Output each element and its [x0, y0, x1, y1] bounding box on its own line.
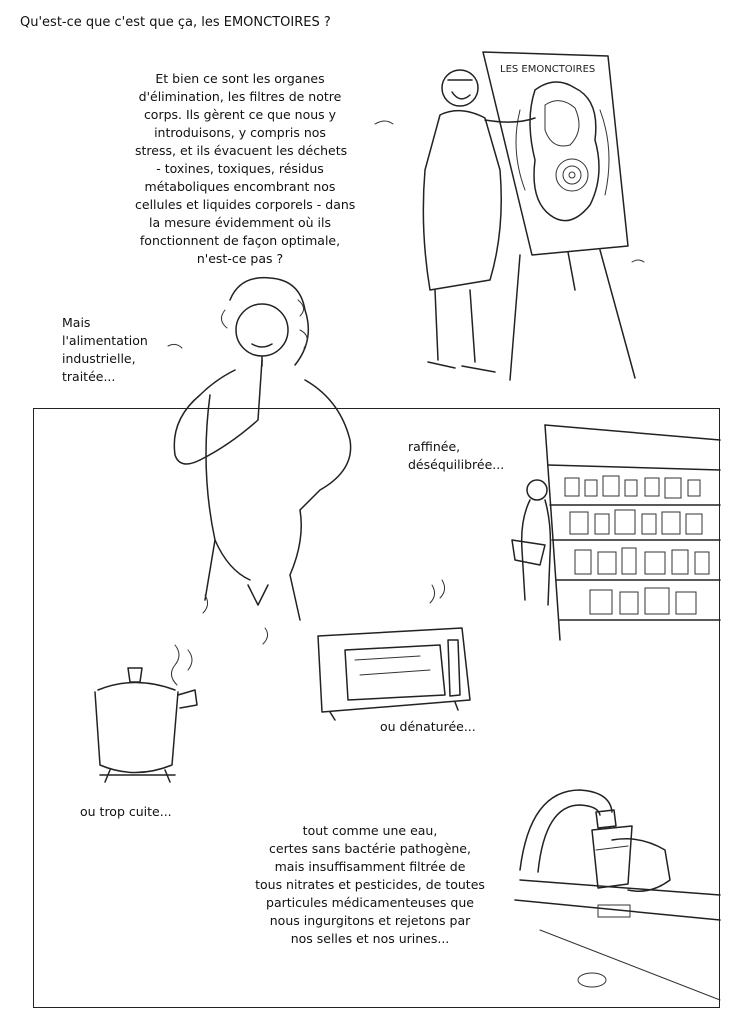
pressure-cooker-illustration: [95, 595, 208, 782]
raffinee-line: raffinée,: [408, 439, 461, 454]
eau-line: nous ingurgitons et rejetons par: [269, 913, 471, 928]
eau-line: tous nitrates et pesticides, de toutes: [255, 877, 485, 892]
intro-line: Et bien ce sont les organes: [155, 71, 325, 86]
water-tap-glass-illustration: [515, 790, 720, 1000]
eau-line: particules médicamenteuses que: [266, 895, 474, 910]
intro-line: métaboliques encombrant nos: [144, 179, 336, 194]
intro-line: stress, et ils évacuent les déchets: [135, 143, 348, 158]
page-title: Qu'est-ce que c'est que ça, les EMONCTOIRES ?: [20, 15, 331, 30]
trop-cuite-text: ou trop cuite...: [80, 804, 172, 819]
motion-mark: [375, 121, 393, 124]
mais-line: l'alimentation: [62, 333, 148, 348]
eau-line: nos selles et nos urines...: [290, 931, 450, 946]
denaturee-text: ou dénaturée...: [380, 719, 476, 734]
lecturer-at-easel-illustration: [423, 52, 635, 380]
mais-line: Mais: [62, 315, 91, 330]
intro-line: la mesure évidemment où ils: [149, 215, 331, 230]
intro-line: d'élimination, les filtres de notre: [138, 89, 342, 104]
intro-line: corps. Ils gèrent ce que nous y: [143, 107, 337, 122]
intro-line: n'est-ce pas ?: [196, 251, 284, 266]
mais-line: industrielle,: [62, 351, 136, 366]
eau-line: tout comme une eau,: [302, 823, 438, 838]
intro-line: fonctionnent de façon optimale,: [139, 233, 341, 248]
woman-thinking-illustration: [174, 278, 350, 620]
motion-mark: [632, 260, 644, 262]
board-label: LES EMONCTOIRES: [500, 64, 596, 75]
intro-line: introduisons, y compris nos: [154, 125, 326, 140]
intro-line: - toxines, toxiques, résidus: [156, 161, 324, 176]
raffinee-line: déséquilibrée...: [408, 457, 505, 472]
motion-mark: [168, 344, 182, 348]
eau-line: mais insuffisamment filtrée de: [274, 859, 466, 874]
mais-line: traitée...: [62, 369, 116, 384]
microwave-oven-illustration: [263, 580, 470, 720]
eau-line: certes sans bactérie pathogène,: [269, 841, 471, 856]
intro-line: cellules et liquides corporels - dans: [135, 197, 356, 212]
supermarket-shelf-illustration: [512, 425, 720, 640]
